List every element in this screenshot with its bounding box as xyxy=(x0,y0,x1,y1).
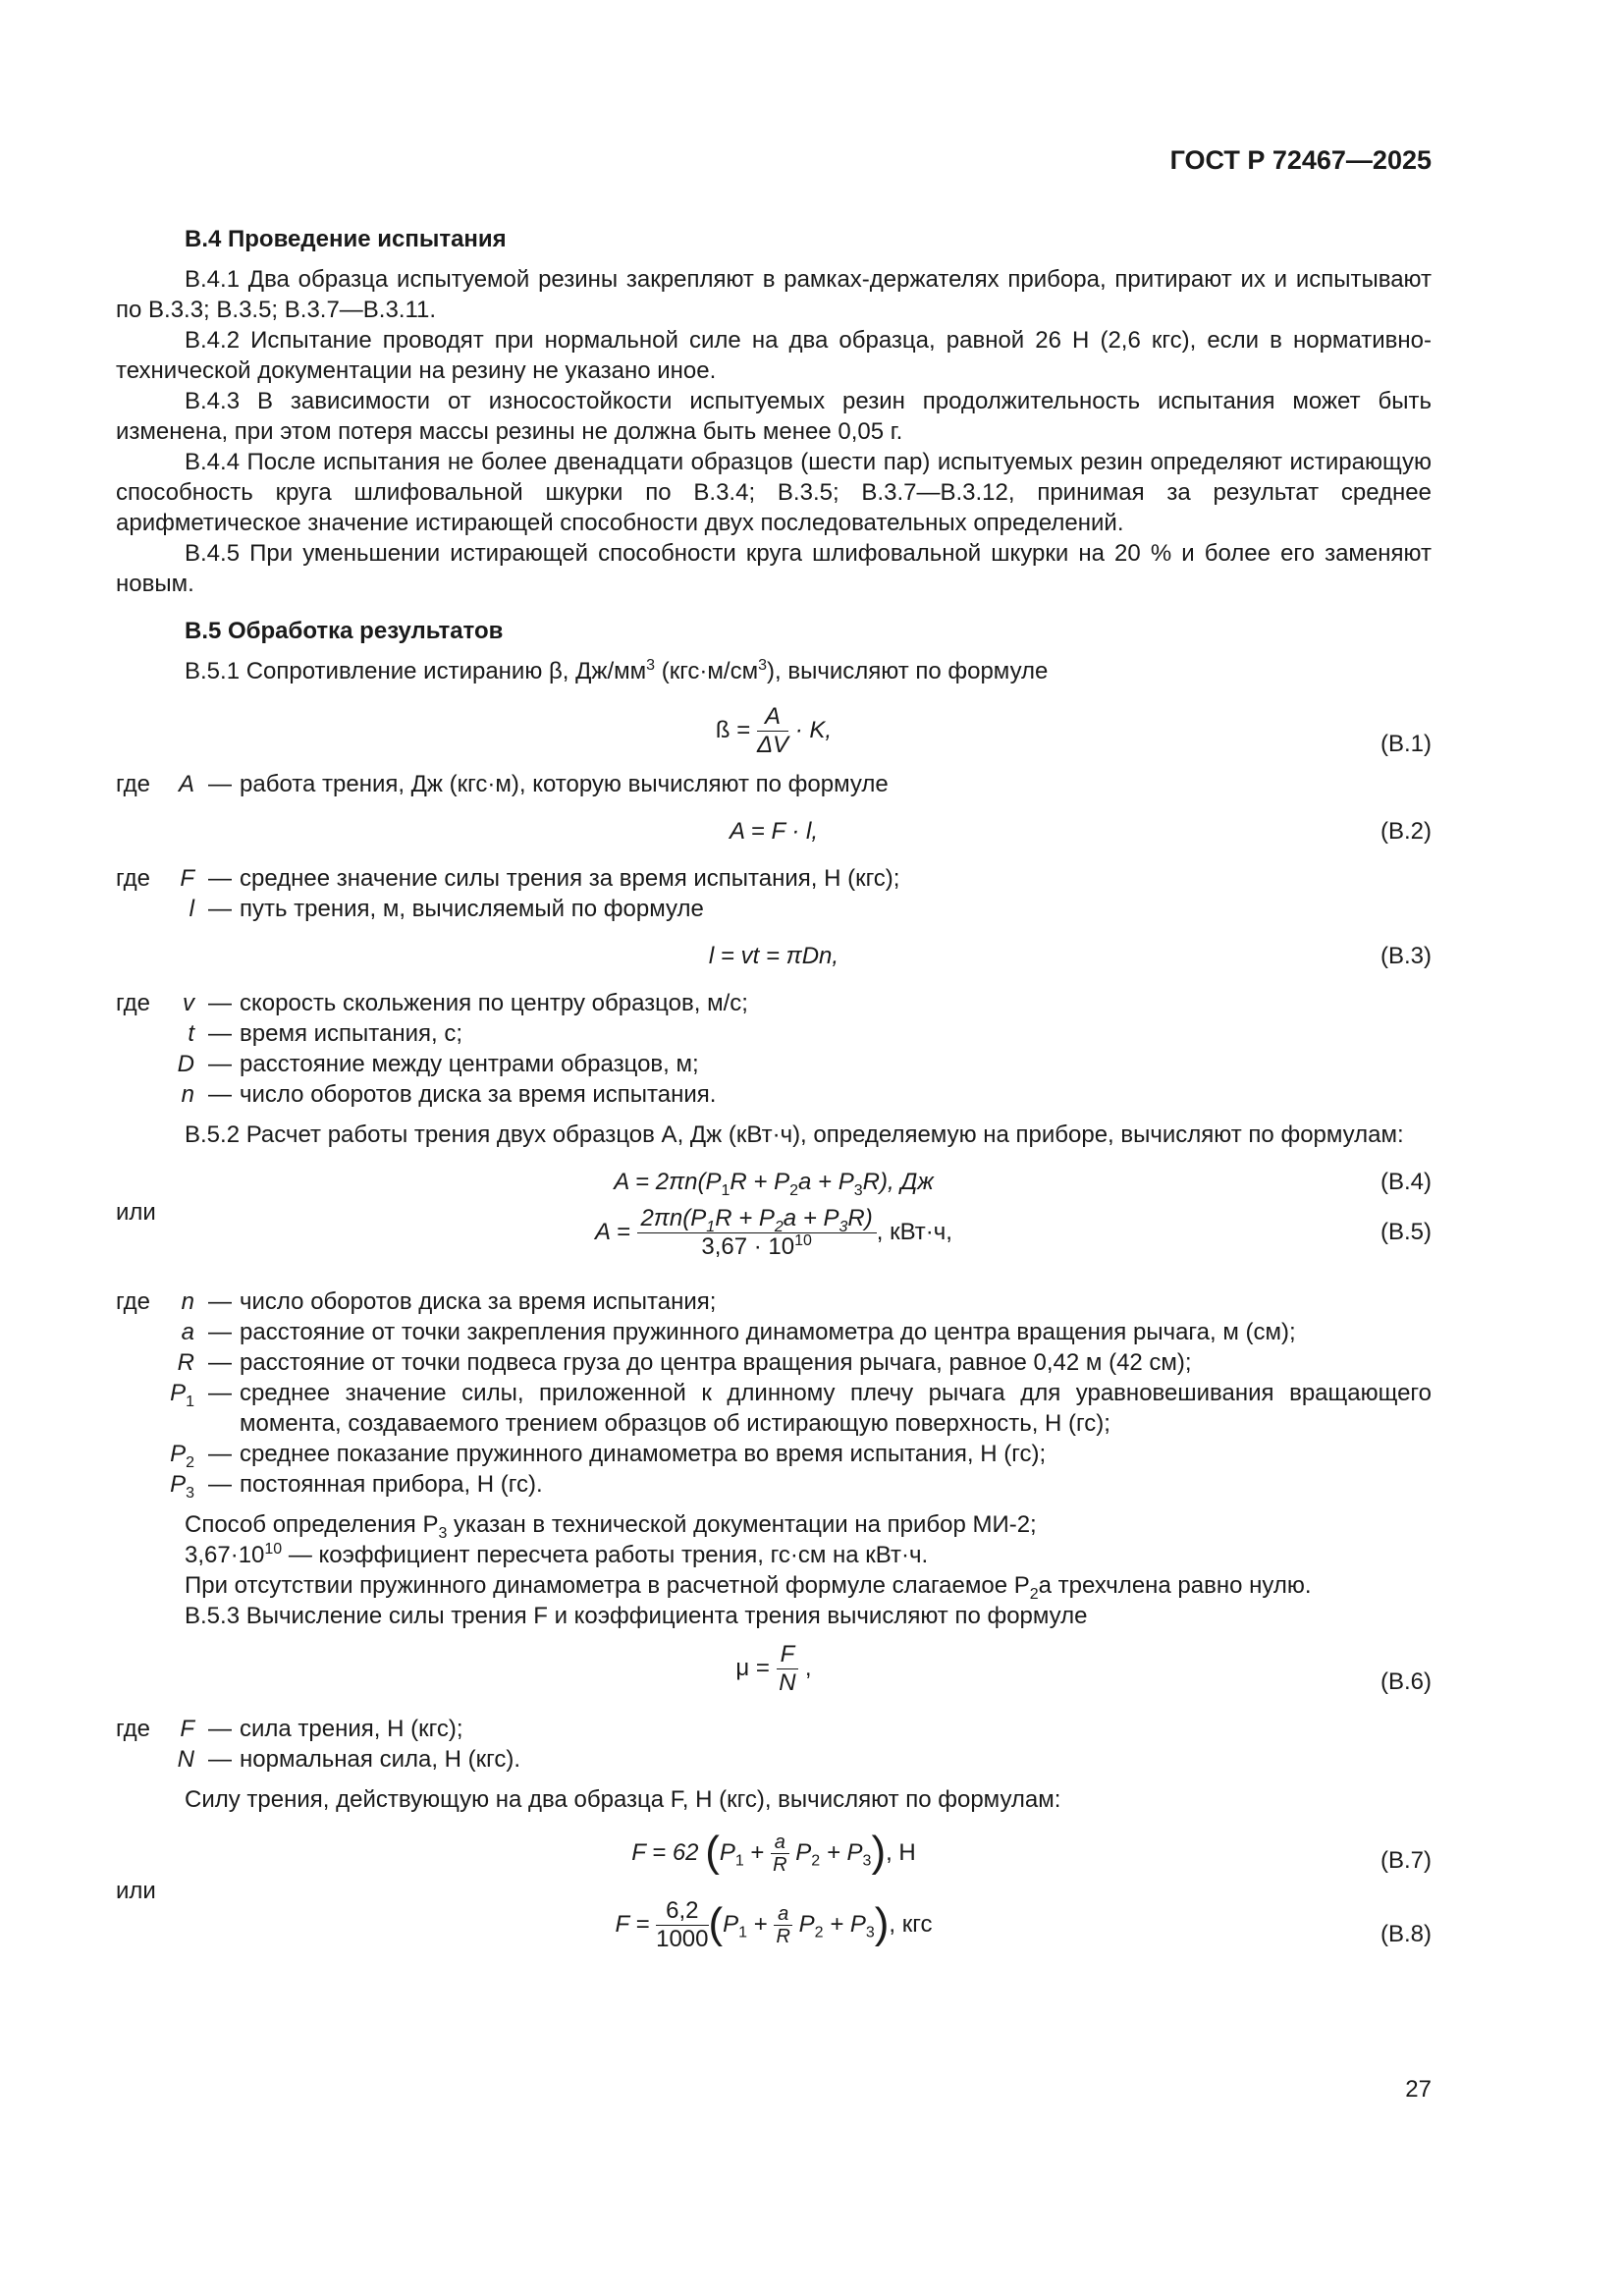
definition-text: путь трения, м, вычисляемый по формуле xyxy=(240,896,704,922)
where-word: где xyxy=(116,990,151,1016)
dash: — xyxy=(208,896,232,922)
dash: — xyxy=(208,771,232,797)
where-word xyxy=(116,1744,155,1775)
section-b5-title: В.5 Обработка результатов xyxy=(185,618,504,644)
formula-b8: F = $\frac{6,2}{1000}$ ($P_1$ + $\frac{a}{R}$ $P_2 + P_3$), кгс (В.8) xyxy=(615,1897,1432,1952)
symbol: D xyxy=(177,1051,194,1077)
formula-b3: l = vt = πDn, (В.3) xyxy=(708,943,1432,969)
dash: — xyxy=(208,1081,232,1108)
paragraph-b52: В.5.2 Расчет работы трения двух образцов A, Дж (кВт·ч), определяемую на приборе, вычисляют по формулам: xyxy=(185,1121,1404,1148)
formula-b5: A = $\frac{2\pi n(P_1R + P_2a + P_3R)}{3,67 \cdot 10^{10}}$ , кВт·ч, (В.5) xyxy=(595,1205,1432,1260)
paragraph-b45: В.4.5 При уменьшении истирающей способности круга шлифовальной шкурки на 20 % и более его заменяют новым. xyxy=(116,540,1432,597)
page-number: 27 xyxy=(1405,2076,1432,2103)
definition-text: работа трения, Дж (кгс·м), которую вычисляют по формуле xyxy=(240,771,889,797)
where-word xyxy=(116,1317,155,1347)
note-p3-method: Способ определения $P_3$ указан в технической документации на прибор МИ-2; xyxy=(185,1511,1037,1542)
formula-b1: ß = $\frac{A}{\Delta V}$ · K, (В.1) xyxy=(715,703,1432,758)
where-word xyxy=(116,1469,155,1500)
formula-b6: μ = $\frac{F}{N}$ , (В.6) xyxy=(735,1641,1432,1696)
dash: — xyxy=(208,865,232,892)
dash: — xyxy=(208,1746,232,1773)
where-word xyxy=(116,1439,155,1469)
where-list-1 xyxy=(116,769,1432,799)
document-id-header: ГОСТ Р 72467—2025 xyxy=(1169,145,1432,175)
formula-b5-block xyxy=(116,1197,1432,1270)
definition-text: нормальная сила, Н (кгс). xyxy=(240,1746,521,1773)
symbol: l xyxy=(189,896,194,922)
note-no-dynamometer: При отсутствии пружинного динамометра в расчетной формуле слагаемое $P_2a$ трехчлена равно нулю. xyxy=(185,1572,1312,1603)
definition-text: скорость скольжения по центру образцов, м/с; xyxy=(240,990,748,1016)
formula-b2: A = F · l, (В.2) xyxy=(729,818,1432,845)
dash: — xyxy=(208,1441,232,1467)
paragraph-b42: В.4.2 Испытание проводят при нормальной силе на два образца, равной 26 Н (2,6 кгс), если в нормативно-технической документации на резину не указано иное. xyxy=(116,327,1432,384)
symbol: a xyxy=(181,1319,194,1345)
paragraph-b43: В.4.3 В зависимости от износостойкости испытуемых резин продолжительность испытания может быть изменена, при этом потеря массы резины не должна быть менее 0,05 г. xyxy=(116,388,1432,445)
definition-text: сила трения, Н (кгс); xyxy=(240,1716,463,1742)
where-word: где xyxy=(116,865,151,892)
definition-text: число оборотов диска за время испытания; xyxy=(240,1288,717,1315)
dash: — xyxy=(208,990,232,1016)
where-word: где xyxy=(116,1288,151,1315)
paragraph-b51: В.5.1 Сопротивление истиранию β, $Дж/мм^3$ $(кгс\cdot м/см^3)$, вычисляют по формуле xyxy=(185,657,1049,684)
where-word xyxy=(116,1049,155,1079)
where-word xyxy=(116,1347,155,1378)
paragraph-b41: В.4.1 Два образца испытуемой резины закрепляют в рамках-держателях прибора, притирают их и испытывают по В.3.3; В.3.5; В.3.7—В.3.11. xyxy=(116,266,1432,323)
section-b4-title: В.4 Проведение испытания xyxy=(185,226,507,252)
where-word xyxy=(116,894,155,924)
definition-text: расстояние от точки подвеса груза до центра вращения рычага, равное 0,42 м (42 см); xyxy=(240,1349,1192,1376)
symbol: A xyxy=(178,771,194,797)
symbol: $P_3$ xyxy=(170,1471,194,1502)
dash: — xyxy=(208,1288,232,1315)
where-word xyxy=(116,1378,155,1439)
definition-text: число оборотов диска за время испытания. xyxy=(240,1081,717,1108)
or-word: или xyxy=(116,1199,156,1226)
page-content xyxy=(116,224,1432,1960)
symbol: n xyxy=(181,1288,194,1315)
where-word xyxy=(116,1018,155,1049)
where-list-3 xyxy=(116,988,1432,1110)
symbol: t xyxy=(188,1020,194,1047)
where-list-5 xyxy=(116,1714,1432,1775)
symbol: $P_1$ xyxy=(170,1380,194,1410)
where-word: где xyxy=(116,1716,151,1742)
formula-b1-label: (В.1) xyxy=(1380,731,1432,757)
dash: — xyxy=(208,1051,232,1077)
dash: — xyxy=(208,1471,232,1498)
document-page xyxy=(116,0,1432,2296)
definition-text: среднее значение силы трения за время испытания, Н (кгс); xyxy=(240,865,900,892)
where-list-4 xyxy=(116,1286,1432,1500)
dash: — xyxy=(208,1380,232,1406)
symbol: $P_2$ xyxy=(170,1441,194,1471)
where-list-2 xyxy=(116,863,1432,924)
symbol: F xyxy=(180,865,194,892)
dash: — xyxy=(208,1319,232,1345)
dash: — xyxy=(208,1020,232,1047)
dash: — xyxy=(208,1349,232,1376)
symbol: F xyxy=(180,1716,194,1742)
definition-text: время испытания, с; xyxy=(240,1020,462,1047)
definition-text: среднее показание пружинного динамометра во время испытания, Н (гс); xyxy=(240,1441,1047,1467)
paragraph-b53: В.5.3 Вычисление силы трения F и коэффициента трения вычисляют по формуле xyxy=(185,1603,1088,1629)
paragraph-force: Силу трения, действующую на два образца F, Н (кгс), вычисляют по формулам: xyxy=(185,1786,1061,1813)
definition-text: среднее значение силы, приложенной к длинному плечу рычага для уравновешивания вращающего момента, создаваемого трением образцов об истирающую поверхность, Н (гс); xyxy=(240,1380,1432,1437)
definition-text: расстояние от точки закрепления пружинного динамометра до центра вращения рычага, м (см); xyxy=(240,1319,1296,1345)
formula-b4: $A = 2\pi n(P_1R + P_2a + P_3R)$, Дж (В.4) xyxy=(614,1169,1432,1199)
symbol: n xyxy=(181,1081,194,1108)
symbol: R xyxy=(177,1349,194,1376)
paragraph-b44: В.4.4 После испытания не более двенадцати образцов (шести пар) испытуемых резин определяют истирающую способность круга шлифовальной шкурки по В.3.4; В.3.5; В.3.7—В.3.12, принимая за результат среднее арифметическое значение истирающей способности двух последовательных определений. xyxy=(116,449,1432,536)
symbol: v xyxy=(183,990,194,1016)
formula-b7: F = 62 ($P_1$ + $\frac{a}{R}$ $P_2 + P_3$), Н (В.7) xyxy=(631,1827,1432,1876)
formula-b8-block xyxy=(116,1876,1432,1960)
symbol: N xyxy=(177,1746,194,1773)
definition-text: постоянная прибора, Н (гс). xyxy=(240,1471,543,1498)
where-word xyxy=(116,1079,155,1110)
dash: — xyxy=(208,1716,232,1742)
definition-text: расстояние между центрами образцов, м; xyxy=(240,1051,699,1077)
where-word: где xyxy=(116,771,151,797)
note-coefficient: $3,67\cdot 10^{10}$ — коэффициент пересчета работы трения, гс·см на кВт·ч. xyxy=(185,1541,929,1568)
or-word-2: или xyxy=(116,1878,156,1904)
